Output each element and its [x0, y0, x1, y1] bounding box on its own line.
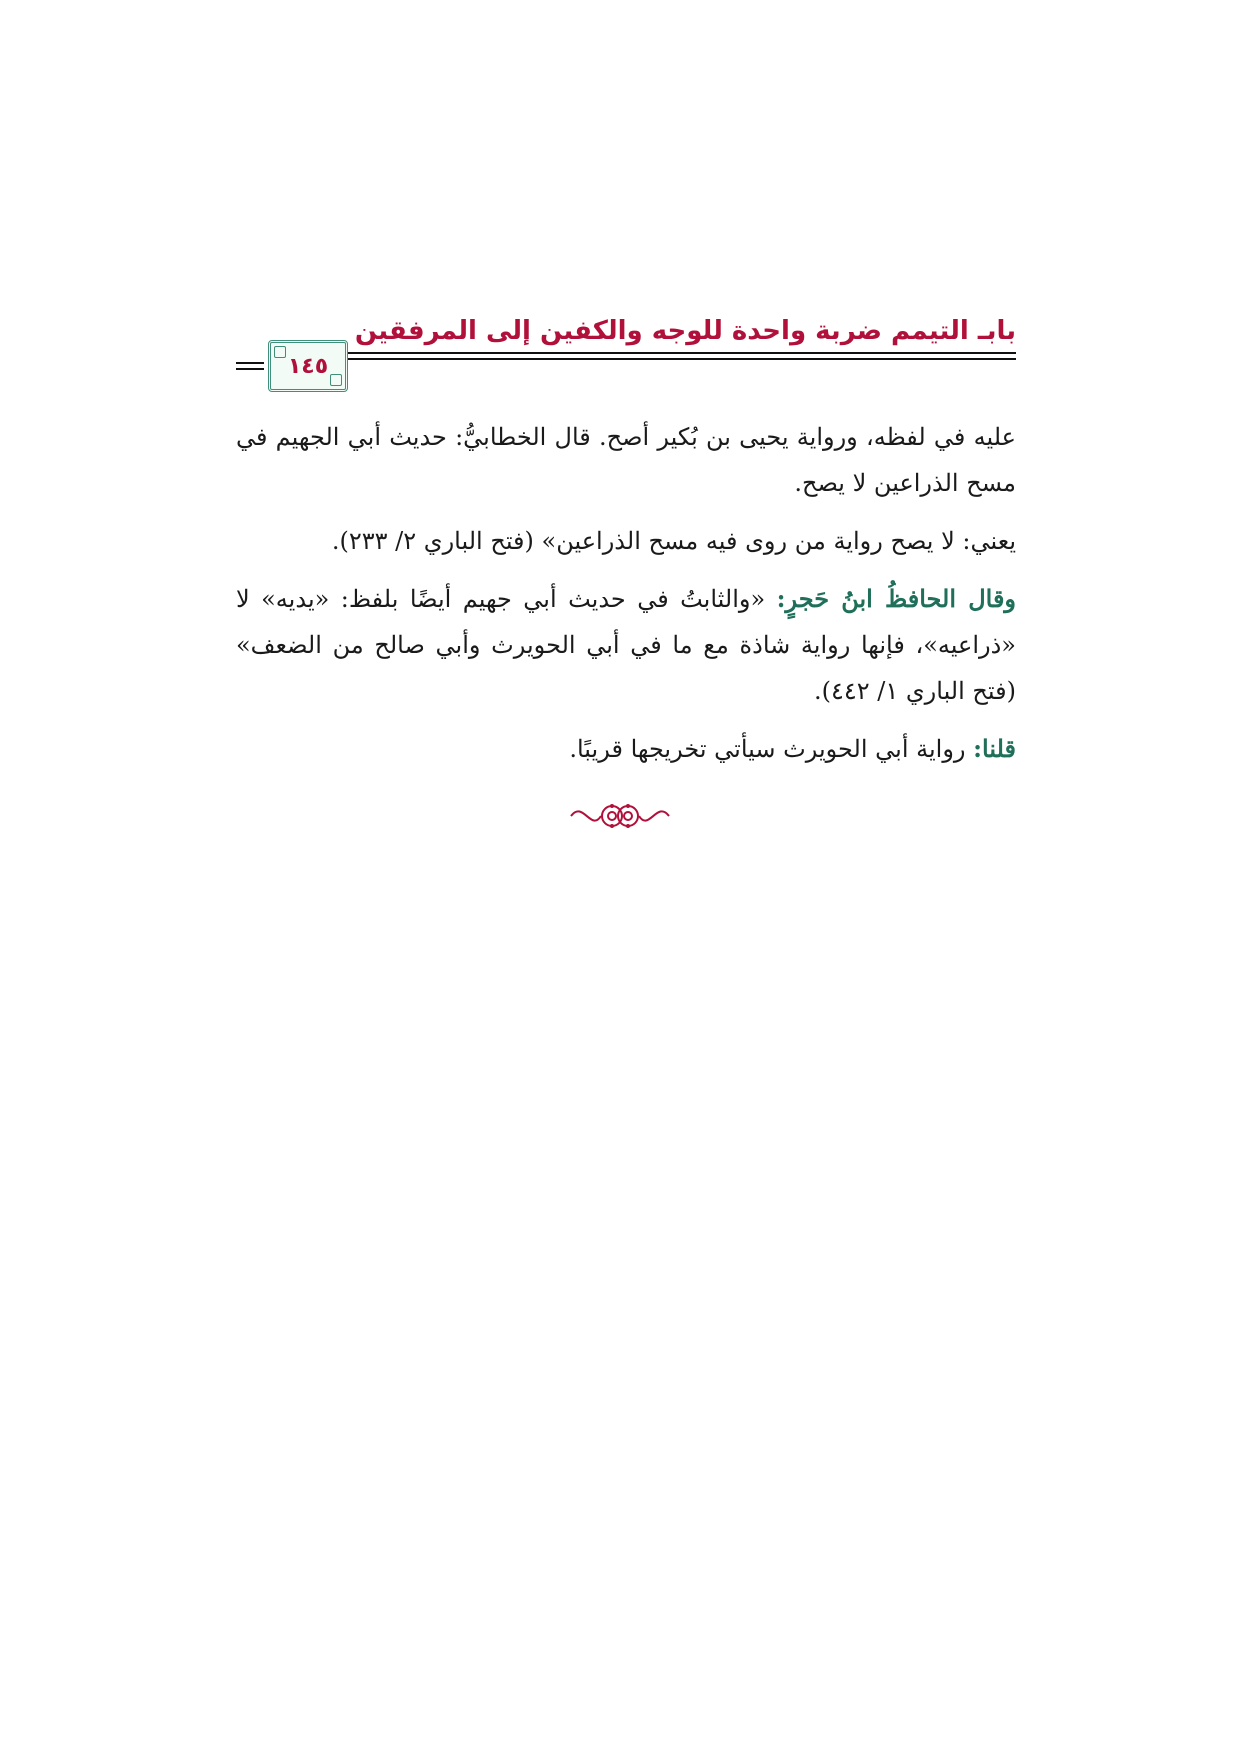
paragraph: [236, 414, 1016, 506]
page-number-frame: [268, 340, 348, 392]
header-rule-bottom: [332, 358, 1016, 360]
paragraph: [236, 518, 1016, 564]
speaker-label: قلنا:: [973, 734, 1016, 763]
paragraph: [236, 576, 1016, 714]
speaker-label: وقال الحافظُ ابنُ حَجرٍ:: [776, 584, 1016, 613]
main-text: [236, 414, 1016, 784]
page-number: ١٤٥: [287, 353, 329, 379]
chapter-title: بابـ التيمم ضربة واحدة للوجه والكفين إلى المرفقين: [354, 316, 1016, 346]
paragraph-text: رواية أبي الحويرث سيأتي تخريجها قريبًا.: [569, 735, 974, 763]
header-rule-left-top: [236, 362, 264, 364]
paragraph-text: عليه في لفظه، ورواية يحيى بن بُكير أصح. قال الخطابيُّ: حديث أبي الجهيم في مسح الذراعين لا يصح.: [236, 423, 1016, 497]
header-rule-top: [332, 352, 1016, 354]
floral-divider-icon: [565, 794, 675, 838]
paragraph: [236, 726, 1016, 772]
end-of-section-ornament: [0, 792, 1240, 840]
paragraph-text: «والثابتُ في حديث أبي جهيم أيضًا بلفظ: «يديه» لا «ذراعيه»، فإنها رواية شاذة مع ما في أبي الحويرث وأبي صالح من الضعف» (فتح الباري ١/ ٤٤٢).: [236, 585, 1016, 705]
running-header: [236, 312, 1016, 396]
header-rule-left-bottom: [236, 368, 264, 370]
paragraph-text: يعني: لا يصح رواية من روى فيه مسح الذراعين» (فتح الباري ٢/ ٢٣٣).: [331, 527, 1016, 555]
